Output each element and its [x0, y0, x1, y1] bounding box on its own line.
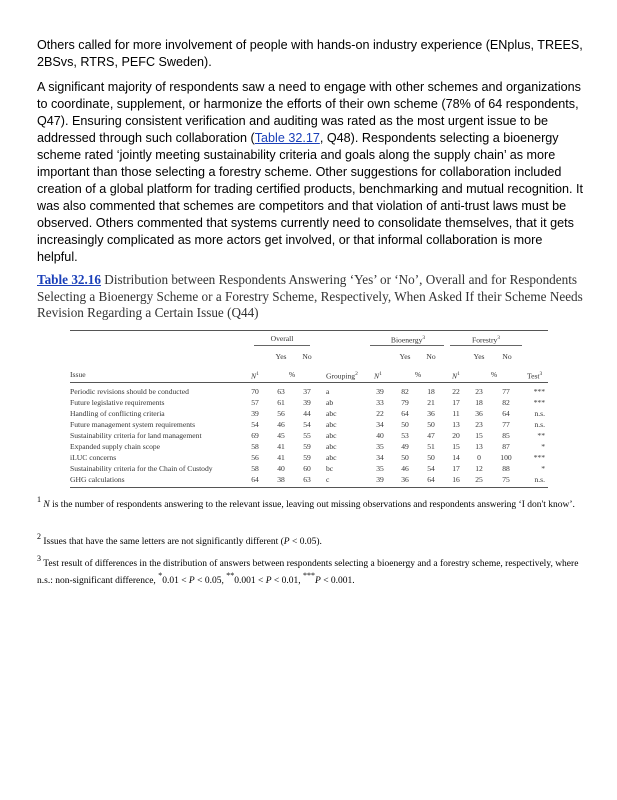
forestry-n-cell: 14: [452, 453, 460, 462]
overall-no-cell: 60: [303, 464, 311, 473]
test-header: Test$^3$: [527, 371, 543, 381]
bioenergy-no-cell: 50: [427, 420, 435, 429]
footnote-1: $^1$ N is the number of respondents answering to the relevant issue, leaving out missing observations and respondents answering ‘I don't know’.: [37, 495, 575, 510]
paragraph-text: , Q48). Respondents selecting a bioenergy scheme rated ‘jointly meeting sustainability criteria and goals along the supply chain’ as more important than those selecting a forestry scheme. Other suggestions for collaboration included creation of a global platform for trading certified products, benchmarking and mutual recognition. It was also commented that schemes are competitors and that violation of anti-trust laws must be observed. Others commented that systems currently need to consolidate themselves, that it gets increasingly complicated as more actors get involved, or that informal collaboration is more helpful.: [37, 131, 584, 264]
overall-n-cell: 57: [251, 398, 259, 407]
bioenergy-yes-cell: 50: [401, 420, 409, 429]
grouping-cell: abc: [326, 453, 337, 462]
forestry-n-cell: 17: [452, 464, 460, 473]
forestry-n-cell: 17: [452, 398, 460, 407]
grouping-cell: c: [326, 475, 330, 484]
forestry-yes-cell: 12: [475, 464, 483, 473]
grouping-cell: ab: [326, 398, 334, 407]
grouping-cell: bc: [326, 464, 334, 473]
overall-n-header: $N^1$: [251, 371, 259, 381]
overall-n-cell: 39: [251, 409, 259, 418]
issue-cell: GHG calculations: [70, 475, 125, 484]
group-bioenergy-label: Bioenergy$^3$: [390, 335, 426, 345]
issue-header: Issue: [70, 370, 86, 379]
issue-cell: Expanded supply chain scope: [70, 442, 161, 451]
bioenergy-yes-cell: 79: [401, 398, 409, 407]
table-bottom-rule: [70, 487, 548, 488]
forestry-yes-cell: 23: [475, 420, 483, 429]
forestry-yes-cell: 23: [475, 387, 483, 396]
bioenergy-n-cell: 33: [376, 398, 384, 407]
grouping-cell: abc: [326, 409, 337, 418]
bioenergy-no-cell: 54: [427, 464, 435, 473]
bioenergy-n-cell: 35: [376, 464, 384, 473]
issue-cell: Periodic revisions should be conducted: [70, 387, 189, 396]
forestry-yes-cell: 0: [477, 453, 481, 462]
bioenergy-no-cell: 47: [427, 431, 435, 440]
overall-yes-cell: 41: [277, 442, 285, 451]
overall-yes-cell: 41: [277, 453, 285, 462]
overall-no-cell: 54: [303, 420, 311, 429]
grouping-cell: a: [326, 387, 330, 396]
test-cell: ***: [533, 398, 545, 407]
overall-no-cell: 63: [303, 475, 311, 484]
overall-n-cell: 58: [251, 464, 259, 473]
test-cell: *: [541, 442, 545, 451]
forestry-no-cell: 100: [500, 453, 512, 462]
forestry-no-cell: 77: [502, 420, 510, 429]
forestry-no-cell: 82: [502, 398, 510, 407]
forestry-yes-header: Yes: [473, 352, 485, 361]
forestry-no-cell: 87: [502, 442, 510, 451]
group-forestry-line: [450, 345, 522, 346]
bioenergy-n-cell: 35: [376, 442, 384, 451]
table-caption: [37, 272, 587, 322]
test-cell: ***: [533, 387, 545, 396]
issue-cell: Handling of conflicting criteria: [70, 409, 165, 418]
bioenergy-n-cell: 40: [376, 431, 384, 440]
grouping-cell: abc: [326, 420, 337, 429]
overall-pct-header: %: [288, 370, 296, 379]
paragraph-industry-experience: Others called for more involvement of people with hands-on industry experience (ENplus, TREES, 2BSvs, RTRS, PEFC Sweden).: [37, 38, 583, 69]
test-cell: ***: [533, 453, 545, 462]
table-top-rule: [70, 330, 548, 331]
grouping-header: Grouping$^2$: [326, 371, 358, 381]
forestry-n-cell: 20: [452, 431, 460, 440]
grouping-cell: abc: [326, 442, 337, 451]
bioenergy-yes-cell: 50: [401, 453, 409, 462]
issue-cell: Future legislative requirements: [70, 398, 165, 407]
bioenergy-n-header: $N^1$: [374, 371, 382, 381]
forestry-no-cell: 75: [502, 475, 510, 484]
overall-no-cell: 44: [303, 409, 311, 418]
forestry-no-cell: 88: [502, 464, 510, 473]
forestry-n-cell: 13: [452, 420, 460, 429]
forestry-yes-cell: 36: [475, 409, 483, 418]
forestry-n-cell: 11: [452, 409, 460, 418]
bioenergy-no-cell: 21: [427, 398, 435, 407]
footnote-2: $^2$ Issues that have the same letters are not significantly different (P < 0.05).: [37, 532, 322, 547]
bioenergy-no-cell: 36: [427, 409, 435, 418]
group-overall-label: Overall: [270, 334, 294, 343]
overall-no-header: No: [302, 352, 312, 361]
overall-n-cell: 64: [251, 475, 259, 484]
bioenergy-yes-cell: 53: [401, 431, 409, 440]
forestry-n-cell: 22: [452, 387, 460, 396]
test-cell: n.s.: [534, 475, 545, 484]
test-cell: **: [537, 431, 545, 440]
table-header-rule: [70, 382, 548, 383]
bioenergy-n-cell: 22: [376, 409, 384, 418]
overall-no-cell: 55: [303, 431, 311, 440]
bioenergy-no-cell: 64: [427, 475, 435, 484]
group-overall-line: [254, 345, 310, 346]
overall-no-cell: 59: [303, 453, 311, 462]
forestry-n-cell: 16: [452, 475, 460, 484]
bioenergy-n-cell: 39: [376, 475, 384, 484]
bioenergy-yes-cell: 49: [401, 442, 409, 451]
bioenergy-no-cell: 18: [427, 387, 435, 396]
overall-n-cell: 70: [251, 387, 259, 396]
overall-yes-cell: 45: [277, 431, 285, 440]
forestry-yes-cell: 13: [475, 442, 483, 451]
forestry-no-cell: 77: [502, 387, 510, 396]
overall-yes-cell: 63: [277, 387, 285, 396]
bioenergy-yes-cell: 82: [401, 387, 409, 396]
group-forestry-label: Forestry$^3$: [471, 335, 501, 345]
issue-cell: Sustainability criteria for land management: [70, 431, 202, 440]
overall-yes-header: Yes: [275, 352, 287, 361]
bioenergy-n-cell: 34: [376, 420, 384, 429]
test-cell: *: [541, 464, 545, 473]
grouping-cell: abc: [326, 431, 337, 440]
forestry-n-header: $N^1$: [452, 371, 460, 381]
forestry-no-header: No: [502, 352, 512, 361]
overall-yes-cell: 46: [277, 420, 285, 429]
forestry-no-cell: 64: [502, 409, 510, 418]
bioenergy-yes-cell: 36: [401, 475, 409, 484]
overall-no-cell: 59: [303, 442, 311, 451]
bioenergy-no-header: No: [426, 352, 436, 361]
forestry-pct-header: %: [490, 370, 498, 379]
bioenergy-yes-cell: 64: [401, 409, 409, 418]
overall-n-cell: 58: [251, 442, 259, 451]
forestry-yes-cell: 25: [475, 475, 483, 484]
forestry-yes-cell: 15: [475, 431, 483, 440]
forestry-n-cell: 15: [452, 442, 460, 451]
overall-no-cell: 37: [303, 387, 311, 396]
table-32-16-link[interactable]: Table 32.16: [37, 272, 101, 287]
issue-cell: iLUC concerns: [70, 453, 117, 462]
table-32-17-link[interactable]: Table 32.17: [254, 131, 320, 145]
overall-n-cell: 56: [251, 453, 259, 462]
overall-n-cell: 69: [251, 431, 259, 440]
test-cell: n.s.: [534, 409, 545, 418]
forestry-yes-cell: 18: [475, 398, 483, 407]
footnote-3: $^3$ Test result of differences in the distribution of answers between respondents selecting a bioenergy and a forestry scheme, respectively, where n.s.: non-significant difference, *0.01 < P < 0.05, **0.001 < P < 0.01, ***P < 0.001.: [37, 554, 579, 586]
issue-cell: Future management system requirements: [70, 420, 196, 429]
overall-yes-cell: 61: [277, 398, 285, 407]
bioenergy-no-cell: 50: [427, 453, 435, 462]
data-table: [70, 330, 548, 490]
overall-yes-cell: 40: [277, 464, 285, 473]
overall-yes-cell: 38: [277, 475, 285, 484]
overall-yes-cell: 56: [277, 409, 285, 418]
overall-no-cell: 39: [303, 398, 311, 407]
bioenergy-yes-header: Yes: [399, 352, 411, 361]
group-bioenergy-line: [370, 345, 444, 346]
caption-text: Distribution between Respondents Answering ‘Yes’ or ‘No’, Overall and for Respondents Selecting a Bioenergy Scheme or a Forestry Scheme, Respectively, When Asked If their Scheme Needs Revision Regarding a Certain Issue (Q44): [37, 272, 583, 320]
paragraph-collaboration: [37, 79, 585, 266]
bioenergy-yes-cell: 46: [401, 464, 409, 473]
test-cell: n.s.: [534, 420, 545, 429]
overall-n-cell: 54: [251, 420, 259, 429]
paragraph-text: A significant majority of respondents saw a need to engage with other schemes and organizations to coordinate, supplement, or harmonize the efforts of their own scheme (78% of 64 respondents, Q47). Ensuring consistent verification and auditing was rated as the most urgent issue to be addressed through such collaboration (: [37, 80, 581, 145]
issue-cell: Sustainability criteria for the Chain of Custody: [70, 464, 213, 473]
bioenergy-pct-header: %: [414, 370, 422, 379]
bioenergy-n-cell: 39: [376, 387, 384, 396]
bioenergy-n-cell: 34: [376, 453, 384, 462]
forestry-no-cell: 85: [502, 431, 510, 440]
bioenergy-no-cell: 51: [427, 442, 435, 451]
